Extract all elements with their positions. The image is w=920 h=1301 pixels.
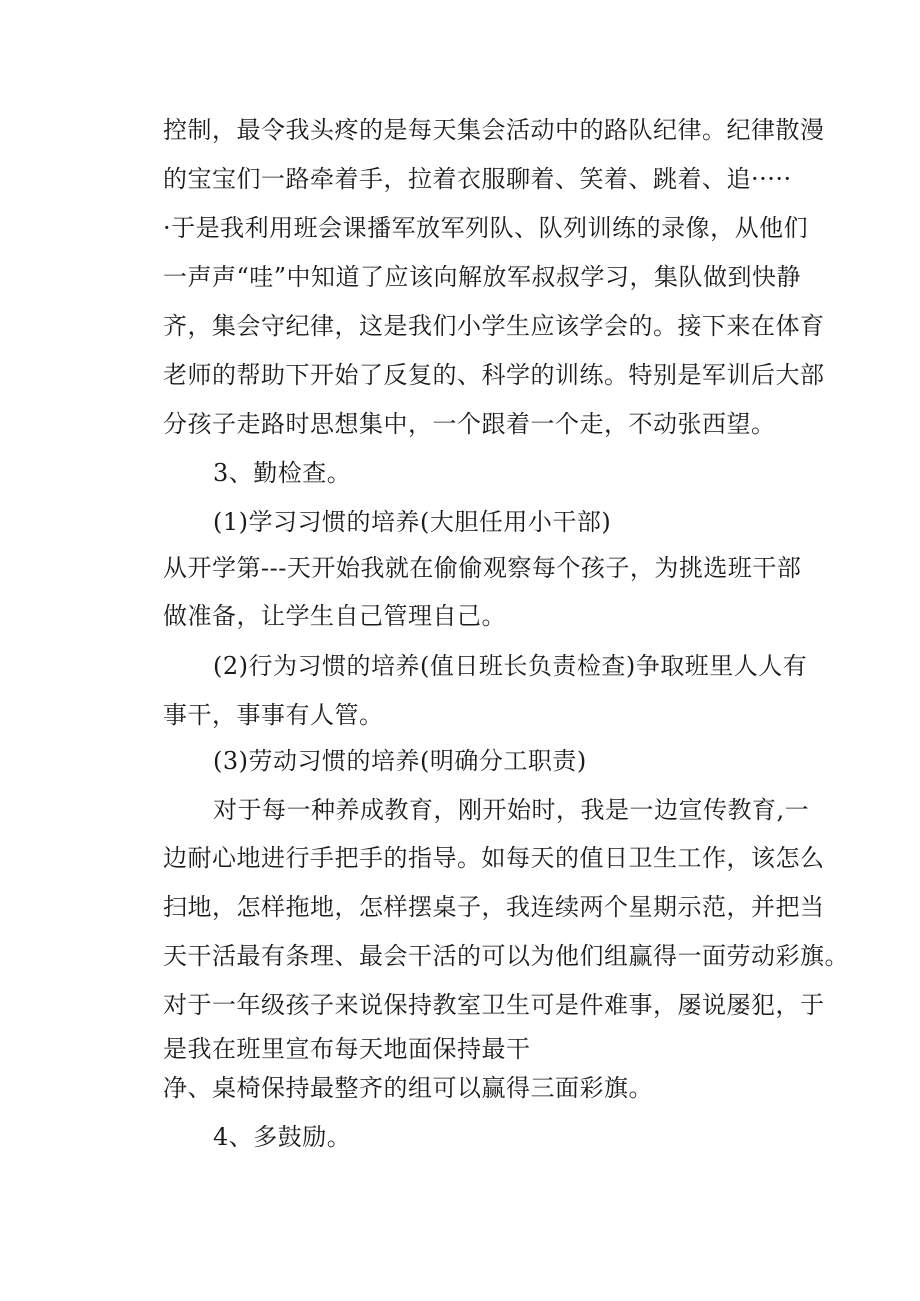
paragraph-line: 从开学第---天开始我就在偷偷观察每个孩子，为挑选班干部: [163, 554, 802, 582]
paragraph-line: 齐，集会守纪律，这是我们小学生应该学会的。接下来在体育: [163, 312, 825, 340]
paragraph-line: 对于一年级孩子来说保持教室卫生可是件难事，屡说屡犯，于: [163, 991, 825, 1019]
section-heading: 3、勤检查。: [213, 459, 352, 487]
paragraph-line: 是我在班里宣布每天地面保持最干: [163, 1035, 531, 1063]
paragraph-line: 边耐心地进行手把手的指导。如每天的值日卫生工作，该怎么: [163, 844, 825, 872]
section-heading: 4、多鼓励。: [213, 1123, 352, 1151]
paragraph-line: 一声声“哇”中知道了应该向解放军叔叔学习，集队做到快静: [163, 263, 802, 291]
paragraph-line: 的宝宝们一路牵着手，拉着衣服聊着、笑着、跳着、追·····: [163, 165, 792, 193]
paragraph-line: 净、桌椅保持最整齐的组可以赢得三面彩旗。: [163, 1074, 653, 1102]
paragraph-line: 做准备，让学生自己管理自己。: [163, 602, 506, 630]
paragraph-line: 老师的帮助下开始了反复的、科学的训练。特别是军训后大部: [163, 361, 825, 389]
paragraph-line: 扫地，怎样拖地，怎样摆桌子，我连续两个星期示范，并把当: [163, 893, 825, 921]
paragraph-line: 分孩子走路时思想集中，一个跟着一个走，不动张西望。: [163, 410, 776, 438]
paragraph-line: 事干，事事有人管。: [163, 701, 384, 729]
paragraph-line: ·于是我利用班会课播军放军列队、队列训练的录像，从他们: [163, 214, 809, 242]
subsection-heading: (2)行为习惯的培养(值日班长负责检查)争取班里人人有: [213, 652, 808, 680]
paragraph-line: 控制，最令我头疼的是每天集会活动中的路队纪律。纪律散漫: [163, 116, 825, 144]
paragraph-line: 对于每一种养成教育，刚开始时，我是一边宣传教育,一: [213, 796, 810, 824]
subsection-heading: (3)劳动习惯的培养(明确分工职责): [213, 747, 587, 775]
paragraph-line: 天干活最有条理、最会干活的可以为他们组赢得一面劳动彩旗。: [163, 942, 849, 970]
subsection-heading: (1)学习习惯的培养(大胆任用小干部): [213, 508, 612, 536]
